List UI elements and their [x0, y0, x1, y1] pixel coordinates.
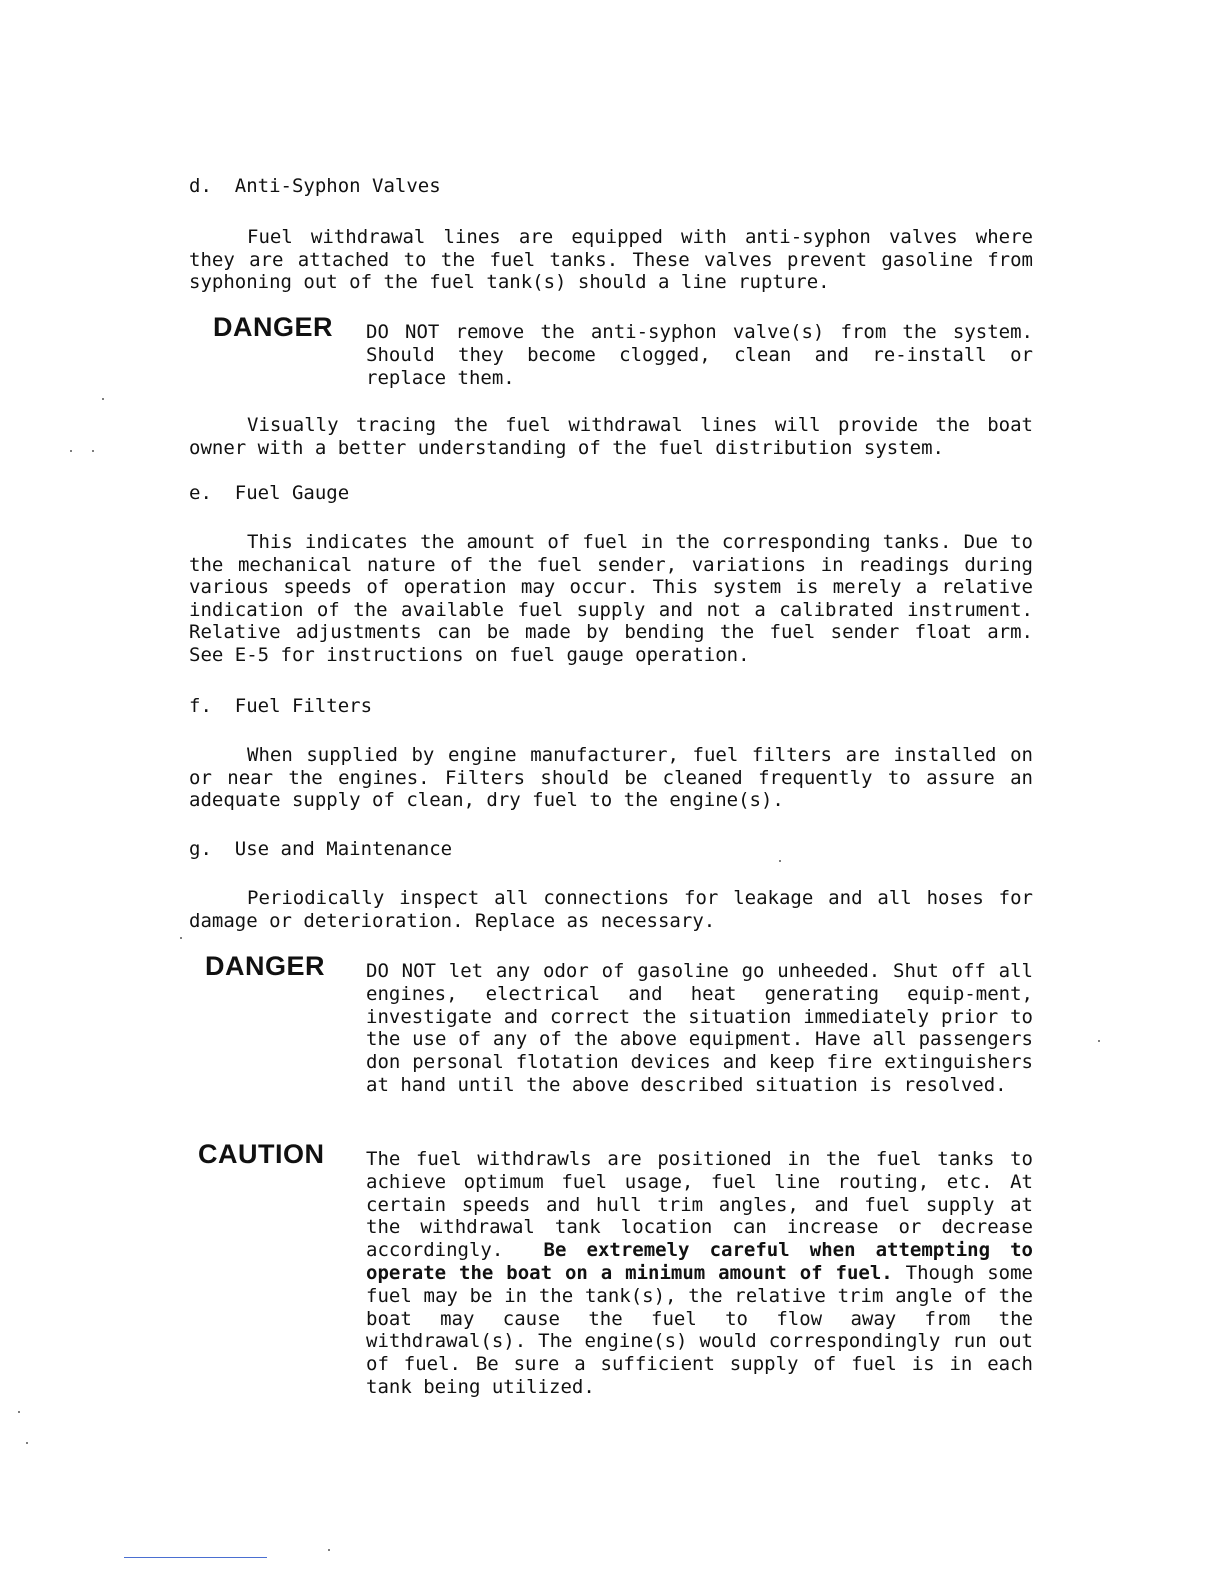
caution-text-part-1: The fuel withdrawls are positioned in the fuel tanks to achieve optimum fuel usage, fuel line routing, etc. At certain speeds and hull trim angles, and fuel supply at the withdrawal tank location can increase or decrease accordingly. — [366, 1148, 1033, 1262]
section-e-paragraph — [189, 531, 1033, 666]
section-f-heading: f. Fuel Filters — [189, 695, 373, 717]
section-d-paragraph-text: Fuel withdrawal lines are equipped with anti-syphon valves where they are attached to the fuel tanks. These valves prevent gasoline from syphoning out of the fuel tank(s) should a line rupture. — [189, 226, 1033, 293]
section-d-paragraph-2-text: Visually tracing the fuel withdrawal lines will provide the boat owner with a better understanding of the fuel distribution system. — [189, 414, 1033, 459]
caution-text — [366, 1148, 1033, 1399]
scan-speck — [328, 1549, 330, 1551]
danger-text-1: DO NOT remove the anti-syphon valve(s) from the system. Should they become clogged, clean and re-install or replace them. — [366, 321, 1033, 389]
scan-speck — [26, 1442, 28, 1444]
caution-label: CAUTION — [198, 1139, 325, 1169]
section-e-paragraph-text: This indicates the amount of fuel in the corresponding tanks. Due to the mechanical nature of the fuel sender, variations in readings during various speeds of operation may occur. This system is merely a relative indication of the available fuel supply and not a calibrated instrument. Relative adjustments can be made by bending the fuel sender float arm. See E-5 for instructions on fuel gauge operation. — [189, 531, 1033, 666]
scan-speck — [180, 937, 182, 939]
section-d-paragraph — [189, 226, 1033, 294]
section-g-heading: g. Use and Maintenance — [189, 838, 453, 860]
scan-speck — [70, 450, 72, 452]
scan-speck — [18, 1411, 20, 1413]
danger-text-2: DO NOT let any odor of gasoline go unheeded. Shut off all engines, electrical and heat generating equip-ment, investigate and correct the situation immediately prior to the use of any of the above equipment. Have all passengers don personal flotation devices and keep fire extinguishers at hand until the above described situation is resolved. — [366, 960, 1033, 1096]
section-e-heading: e. Fuel Gauge — [189, 482, 350, 504]
danger-label-2: DANGER — [205, 951, 326, 981]
scan-speck — [92, 450, 94, 452]
section-g-paragraph-text: Periodically inspect all connections for leakage and all hoses for damage or deterioration. Replace as necessary. — [189, 887, 1033, 932]
section-d-paragraph-2 — [189, 414, 1033, 459]
section-d-heading: d. Anti-Syphon Valves — [189, 175, 441, 197]
section-f-paragraph-text: When supplied by engine manufacturer, fuel filters are installed on or near the engines. Filters should be cleaned frequently to assure an adequate supply of clean, dry fuel to the engine(s). — [189, 744, 1033, 811]
scan-speck — [779, 860, 781, 862]
section-g-paragraph — [189, 887, 1033, 932]
scan-speck — [1098, 1040, 1100, 1042]
caution-text-bold: Be extremely careful when attempting to operate the boat on a minimum amount of fuel. — [366, 1239, 1033, 1284]
footer-rule — [124, 1557, 267, 1558]
caution-text-part-2: Though some fuel may be in the tank(s), the relative trim angle of the boat may cause the fuel to flow away from the withdrawal(s). The engine(s) would correspondingly run out of fuel. Be sure a sufficient supply of fuel is in each tank being utilized. — [366, 1261, 1033, 1398]
danger-label-1: DANGER — [213, 312, 334, 342]
scan-speck — [102, 398, 104, 400]
section-f-paragraph — [189, 744, 1033, 812]
